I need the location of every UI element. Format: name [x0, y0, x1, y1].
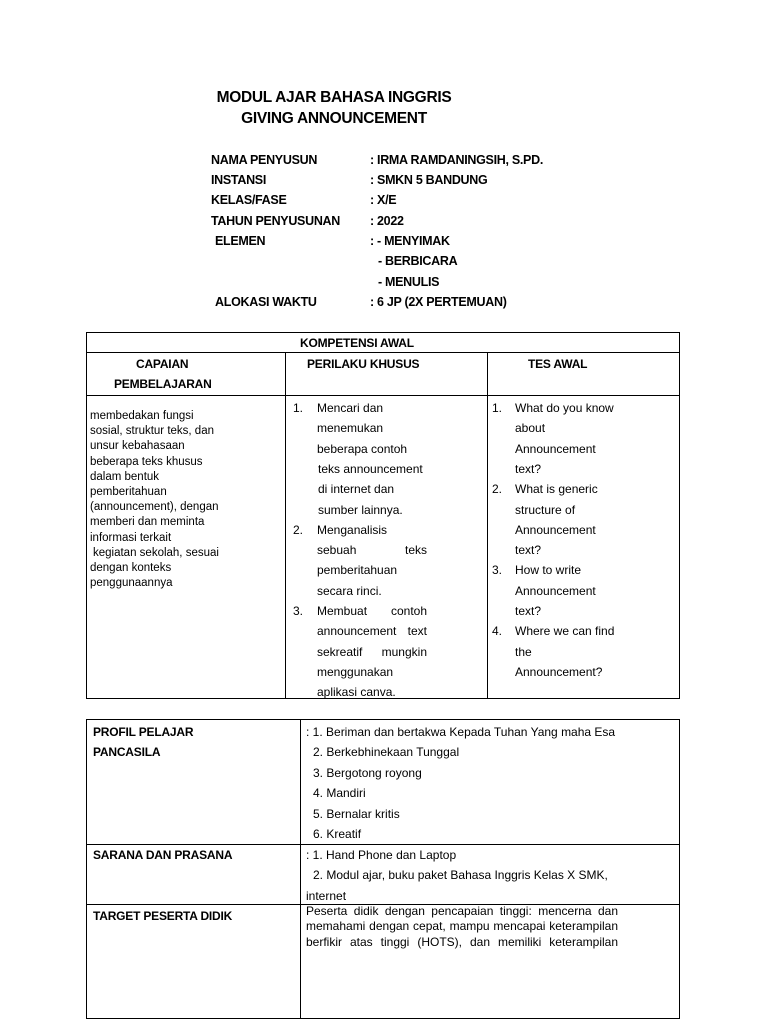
tes-line: text?	[515, 604, 542, 618]
meta-label: NAMA PENYUSUN	[211, 153, 318, 167]
document-title: MODUL AJAR BAHASA INGGRIS	[216, 89, 452, 106]
capaian-line: membedakan fungsi	[90, 410, 194, 422]
perilaku-number: 1.	[293, 401, 304, 415]
profil-label-line2: PANCASILA	[93, 745, 161, 759]
meta-label: ALOKASI WAKTU	[215, 295, 317, 309]
tes-line: Announcement?	[515, 664, 603, 679]
tes-line: structure of	[515, 502, 576, 517]
capaian-header-line1: CAPAIAN	[136, 357, 189, 371]
perilaku-line: beberapa contoh	[317, 441, 408, 456]
perilaku-line: announcement text	[317, 624, 427, 639]
tes-line: text?	[515, 461, 542, 476]
perilaku-line: teks announcement	[318, 461, 423, 476]
perilaku-number: 2.	[293, 522, 304, 537]
document-subtitle: GIVING ANNOUNCEMENT	[241, 110, 427, 127]
tes-line: the	[515, 644, 532, 659]
sarana-item: 2. Modul ajar, buku paket Bahasa Inggris Kelas X SMK,	[313, 868, 608, 883]
perilaku-line: pemberitahuan	[317, 563, 398, 578]
perilaku-line: di internet dan	[318, 482, 395, 497]
capaian-line: pemberitahuan	[90, 486, 167, 498]
meta-label: ELEMEN	[215, 234, 266, 248]
perilaku-line: sebuah teks	[317, 543, 427, 558]
capaian-line: kegiatan sekolah, sesuai	[93, 546, 219, 559]
sarana-label: SARANA DAN PRASANA	[93, 848, 233, 862]
tes-line: text?	[515, 543, 542, 558]
perilaku-line: Membuat contoh	[317, 604, 427, 618]
tes-number: 1.	[492, 401, 503, 415]
tes-line: about	[515, 421, 546, 436]
target-line: Peserta didik dengan pencapaian tinggi: mencerna dan	[306, 904, 618, 918]
tes-line: How to write	[515, 563, 582, 578]
capaian-line: dengan konteks	[90, 562, 172, 574]
profil-item: 3. Bergotong royong	[313, 765, 422, 780]
capaian-line: penggunaannya	[90, 577, 173, 590]
capaian-line: unsur kebahasaan	[90, 440, 185, 453]
tes-line: Announcement	[515, 522, 596, 537]
target-line: memahami dengan cepat, mampu mencapai keterampilan	[306, 919, 618, 934]
tes-line: Where we can find	[515, 624, 615, 639]
perilaku-header: PERILAKU KHUSUS	[307, 357, 420, 371]
meta-value: : 6 JP (2X PERTEMUAN)	[370, 295, 507, 309]
meta-value: : 2022	[370, 214, 404, 228]
perilaku-number: 3.	[293, 604, 304, 618]
meta-value: - MENULIS	[378, 275, 440, 289]
profil-item: : 1. Beriman dan bertakwa Kepada Tuhan Yang maha Esa	[306, 725, 616, 739]
meta-label: TAHUN PENYUSUNAN	[211, 214, 341, 228]
tes-line: What is generic	[515, 482, 598, 497]
tes-number: 3.	[492, 563, 503, 578]
perilaku-line: secara rinci.	[317, 583, 382, 598]
tes-line: What do you know	[515, 401, 614, 415]
tes-number: 4.	[492, 624, 503, 639]
tes-line: Announcement	[515, 441, 596, 456]
meta-value: : IRMA RAMDANINGSIH, S.PD.	[370, 153, 543, 167]
tes-header: TES AWAL	[528, 357, 588, 371]
meta-value: - BERBICARA	[378, 254, 458, 268]
capaian-line: informasi terkait	[90, 531, 172, 544]
sarana-item: : 1. Hand Phone dan Laptop	[306, 848, 457, 862]
tes-line: Announcement	[515, 583, 596, 598]
capaian-line: memberi dan meminta	[90, 516, 205, 529]
perilaku-line: Menganalisis	[317, 522, 388, 537]
meta-value: : - MENYIMAK	[370, 234, 450, 248]
perilaku-line: aplikasi canva.	[317, 685, 396, 700]
capaian-line: sosial, struktur teks, dan	[90, 425, 214, 438]
profil-item: 5. Bernalar kritis	[313, 806, 400, 821]
capaian-line: (announcement), dengan	[90, 501, 219, 514]
profil-label-line1: PROFIL PELAJAR	[93, 725, 194, 739]
capaian-header-line2: PEMBELAJARAN	[114, 377, 212, 391]
profil-item: 6. Kreatif	[313, 827, 362, 841]
meta-value: : SMKN 5 BANDUNG	[370, 173, 488, 187]
capaian-line: dalam bentuk	[90, 470, 160, 483]
perilaku-line: sumber lainnya.	[318, 502, 403, 517]
meta-value: : X/E	[370, 193, 397, 207]
kompetensi-header: KOMPETENSI AWAL	[300, 336, 414, 350]
sarana-item: internet	[306, 888, 347, 903]
perilaku-line: menggunakan	[317, 664, 394, 679]
profil-item: 2. Berkebhinekaan Tunggal	[313, 745, 460, 760]
meta-label: INSTANSI	[211, 173, 267, 187]
target-label: TARGET PESERTA DIDIK	[93, 909, 233, 923]
capaian-line: beberapa teks khusus	[90, 455, 203, 468]
target-line: berfikir atas tinggi (HOTS), dan memiliki keterampilan	[306, 934, 618, 949]
perilaku-line: menemukan	[317, 421, 384, 436]
profil-item: 4. Mandiri	[313, 786, 366, 801]
meta-label: KELAS/FASE	[211, 193, 287, 207]
perilaku-line: Mencari dan	[317, 401, 384, 415]
perilaku-line: sekreatif mungkin	[317, 644, 427, 659]
tes-number: 2.	[492, 482, 503, 497]
